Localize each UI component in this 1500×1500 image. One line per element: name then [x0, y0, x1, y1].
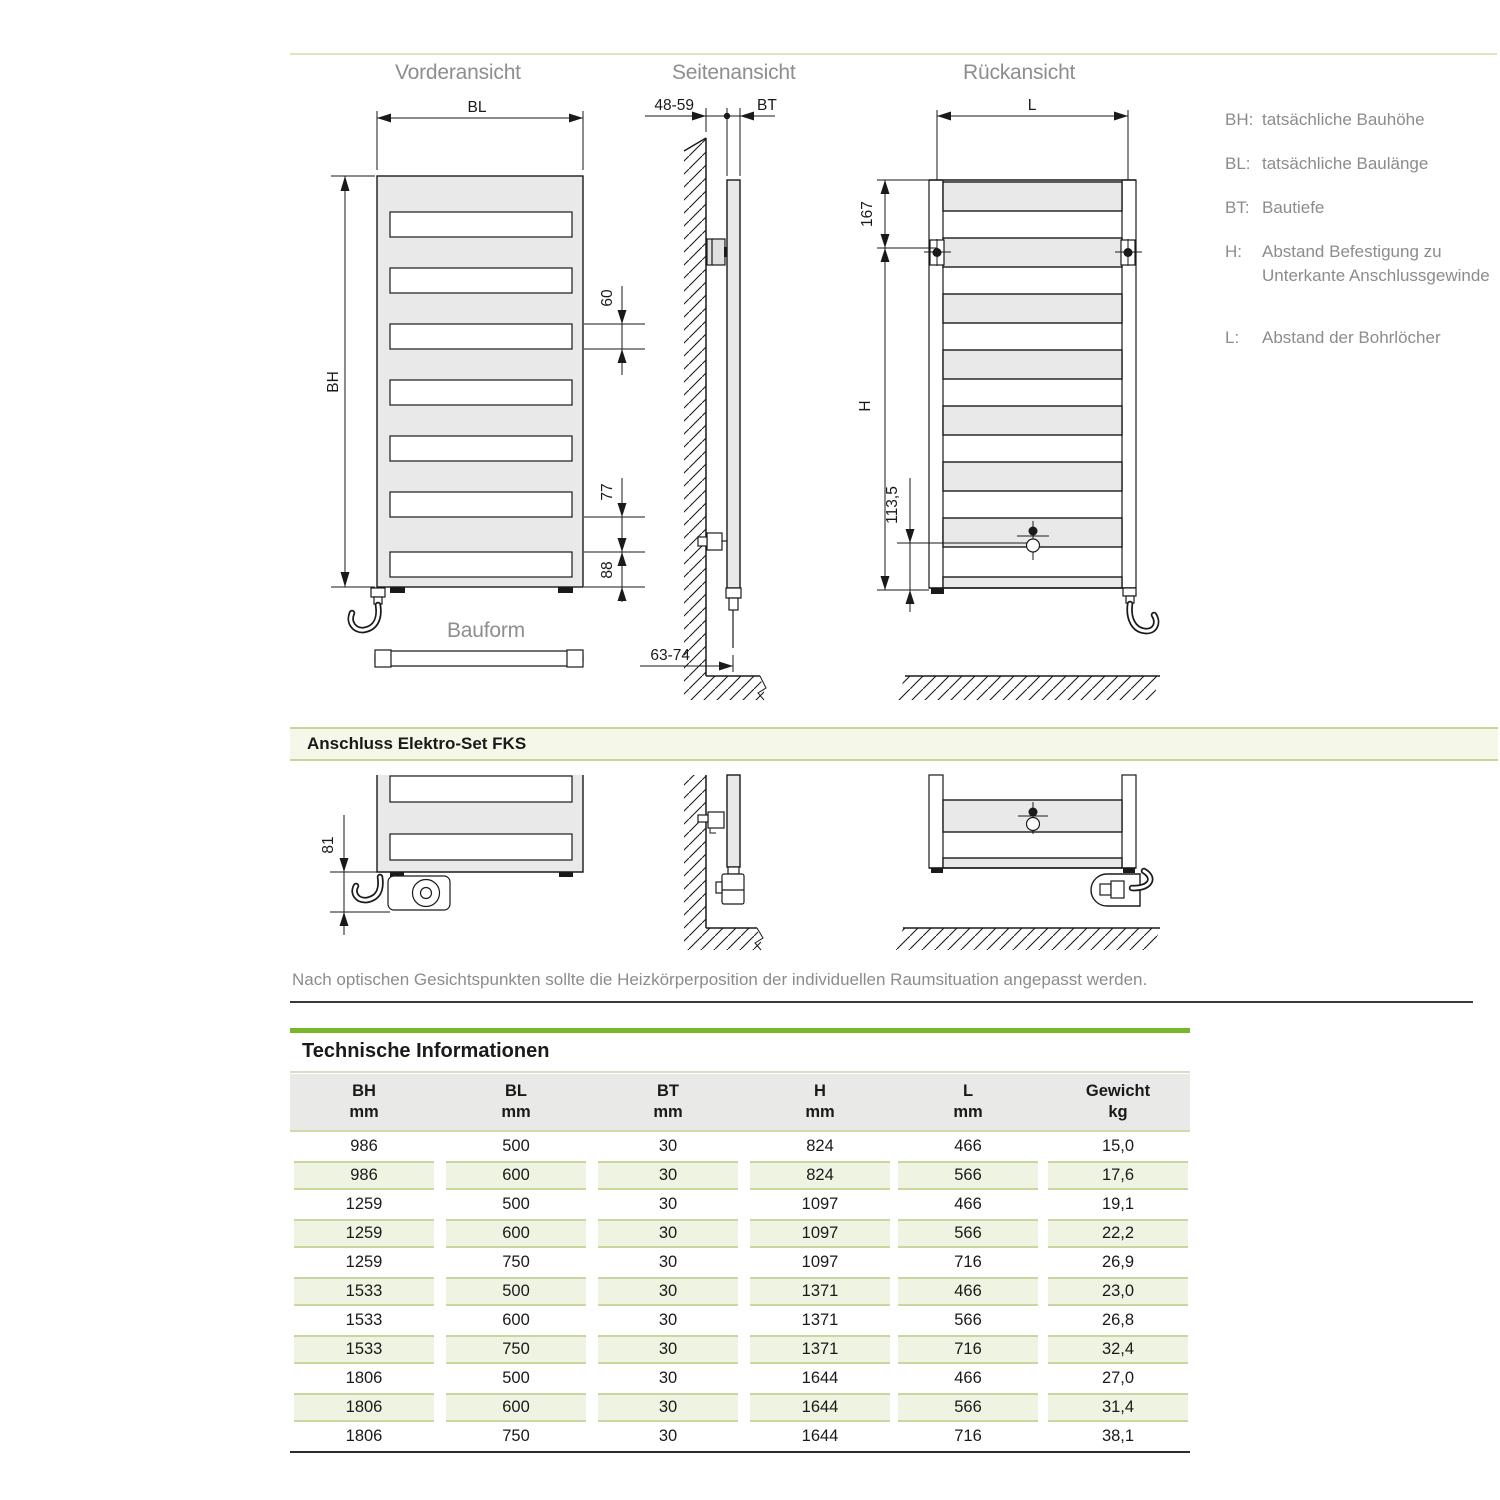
wall-distance-dimension	[645, 97, 777, 176]
side-radiator-panel	[727, 180, 740, 588]
table-cell: 500	[502, 1137, 530, 1155]
table-cell: 1533	[294, 1277, 434, 1306]
table-cell: 26,8	[1101, 1311, 1135, 1329]
table-cell: 566	[954, 1311, 982, 1329]
section-divider-line	[290, 1001, 1473, 1003]
side-heating-element	[726, 588, 741, 672]
rear-floor	[897, 676, 1160, 700]
table-row	[290, 1161, 1190, 1190]
front-view-drawing	[325, 99, 645, 667]
dim-label-bh: BH	[325, 371, 342, 393]
position-note: Nach optischen Gesichtspunkten sollte die Heizkörperposition der individuellen Raumsituation angepasst werden.	[292, 970, 1148, 989]
l-dimension	[937, 97, 1128, 240]
side-wall-bracket	[707, 239, 727, 265]
table-cell: 1097	[801, 1195, 839, 1213]
table-cell: 17,6	[1048, 1161, 1188, 1190]
dim-label-77: 77	[599, 483, 616, 501]
table-body	[290, 1132, 1190, 1451]
anschluss-front-foot-right	[559, 872, 573, 877]
bl-dimension	[377, 99, 583, 170]
anschluss-rear-drawing	[896, 775, 1160, 950]
table-cell: 30	[658, 1369, 678, 1387]
table-row	[290, 1422, 1190, 1451]
col-header-bl: BL mm	[501, 1082, 531, 1121]
table-cell: 1533	[345, 1311, 383, 1329]
table-cell: 1371	[750, 1277, 890, 1306]
table-cell: 30	[598, 1161, 738, 1190]
dim-label-113-5: 113,5	[884, 486, 901, 524]
table-row	[290, 1306, 1190, 1335]
table-cell: 1259	[294, 1219, 434, 1248]
dim-167	[859, 180, 937, 248]
legend-desc: Abstand der Bohrlöcher	[1262, 328, 1441, 347]
table-cell: 566	[898, 1219, 1038, 1248]
table-cell: 30	[598, 1277, 738, 1306]
table-title-underline	[290, 1071, 1190, 1073]
table-cell: 1644	[801, 1369, 839, 1387]
legend-key: BH:	[1225, 110, 1254, 129]
table-cell: 30	[598, 1393, 738, 1422]
table-cell: 466	[954, 1369, 982, 1387]
table-cell: 466	[898, 1277, 1038, 1306]
anschluss-wall-hatch	[684, 775, 706, 928]
table-row	[290, 1248, 1190, 1277]
table-cell: 30	[598, 1335, 738, 1364]
front-cable-hook	[351, 588, 385, 630]
table-cell: 600	[446, 1219, 586, 1248]
front-foot-left	[390, 587, 405, 593]
table-row	[290, 1277, 1190, 1306]
table-cell: 600	[446, 1161, 586, 1190]
anschluss-front-drawing	[320, 775, 583, 935]
table-cell: 1806	[345, 1369, 383, 1387]
table-cell: 500	[446, 1277, 586, 1306]
col-header-bh: BH mm	[349, 1082, 379, 1121]
table-cell: 824	[806, 1137, 834, 1155]
table-cell: 824	[750, 1161, 890, 1190]
table-cell: 500	[502, 1369, 530, 1387]
dim-label-88: 88	[599, 561, 616, 579]
table-cell: 466	[954, 1195, 982, 1213]
table-cell: 30	[658, 1195, 678, 1213]
side-floor	[684, 676, 766, 700]
table-cell: 750	[502, 1427, 530, 1445]
table-cell: 500	[502, 1195, 530, 1213]
table-row	[290, 1132, 1190, 1161]
rear-cable-hook	[1123, 588, 1156, 631]
legend-key: H:	[1225, 242, 1242, 261]
table-cell: 15,0	[1101, 1137, 1135, 1155]
legend-key: BT:	[1225, 198, 1250, 217]
table-cell: 30	[658, 1427, 678, 1445]
table-cell: 30	[658, 1311, 678, 1329]
front-foot-right	[558, 587, 573, 593]
table-cell: 22,2	[1048, 1219, 1188, 1248]
dim-label-48-59: 48-59	[654, 97, 694, 114]
dim-label-l: L	[1027, 97, 1037, 114]
table-cell: 986	[294, 1161, 434, 1190]
table-title: Technische Informationen	[302, 1040, 550, 1062]
dim-h	[857, 248, 929, 590]
table-cell: 716	[954, 1427, 982, 1445]
table-cell: 1644	[801, 1427, 839, 1445]
col-header-h: H mm	[805, 1082, 835, 1121]
table-cell: 1644	[750, 1393, 890, 1422]
bauform-label: Bauform	[447, 619, 525, 642]
side-view-title: Seitenansicht	[672, 61, 796, 84]
legend-desc: tatsächliche Baulänge	[1262, 154, 1429, 173]
dim-label-h: H	[857, 400, 874, 412]
table-cell: 38,1	[1101, 1427, 1135, 1445]
table-cell: 750	[446, 1335, 586, 1364]
dim-label-60: 60	[599, 289, 616, 307]
table-cell: 566	[898, 1393, 1038, 1422]
bh-dimension	[325, 176, 375, 587]
legend-desc: tatsächliche Bauhöhe	[1262, 110, 1425, 129]
table-cell: 600	[502, 1311, 530, 1329]
table-cell: 566	[898, 1161, 1038, 1190]
table-cell: 1533	[294, 1335, 434, 1364]
col-header-bt: BT mm	[653, 1082, 683, 1121]
dim-60	[584, 286, 645, 375]
table-cell: 1371	[801, 1311, 839, 1329]
wall-hatch	[684, 138, 706, 676]
table-cell: 1806	[294, 1393, 434, 1422]
table-cell: 30	[598, 1219, 738, 1248]
col-header-l: L mm	[953, 1082, 983, 1121]
table-accent-line	[290, 1028, 1190, 1033]
bauform-bar	[375, 650, 583, 667]
technical-info-table	[290, 1028, 1190, 1460]
fks-unit-front	[355, 876, 450, 910]
fks-unit-side	[716, 867, 744, 904]
dim-label-bt: BT	[757, 97, 777, 114]
table-cell: 1097	[750, 1219, 890, 1248]
table-cell: 600	[446, 1393, 586, 1422]
dim-77-88	[584, 478, 645, 602]
table-cell: 1259	[345, 1253, 383, 1271]
fks-unit-rear	[1091, 871, 1150, 906]
rear-view-title: Rückansicht	[963, 61, 1076, 84]
anschluss-rear-foot-right	[1123, 868, 1135, 873]
anschluss-rear-foot-left	[931, 868, 943, 873]
table-cell: 750	[502, 1253, 530, 1271]
col-header-gewicht: Gewicht kg	[1085, 1082, 1151, 1121]
table-cell: 1259	[345, 1195, 383, 1213]
table-cell: 716	[954, 1253, 982, 1271]
anschluss-section-title: Anschluss Elektro-Set FKS	[307, 734, 527, 753]
table-cell: 716	[898, 1335, 1038, 1364]
table-row	[290, 1393, 1190, 1422]
table-cell: 26,9	[1101, 1253, 1135, 1271]
table-cell: 31,4	[1048, 1393, 1188, 1422]
rear-view-drawing	[857, 97, 1160, 700]
table-cell: 466	[954, 1137, 982, 1155]
legend-key: BL:	[1225, 154, 1251, 173]
table-cell: 30	[658, 1253, 678, 1271]
table-cell: 1806	[345, 1427, 383, 1445]
table-cell: 1097	[801, 1253, 839, 1271]
rear-foot-left	[931, 588, 944, 594]
table-cell: 30	[658, 1137, 678, 1155]
legend-desc: Bautiefe	[1262, 198, 1325, 217]
dim-label-63-74: 63-74	[650, 647, 690, 664]
anschluss-side-panel	[727, 775, 740, 867]
table-row	[290, 1335, 1190, 1364]
legend-desc: Abstand Befestigung zu Unterkante Anschlussgewinde	[1262, 242, 1490, 285]
dim-label-167: 167	[859, 201, 876, 227]
table-header-row	[290, 1074, 1190, 1130]
table-row	[290, 1190, 1190, 1219]
table-row	[290, 1364, 1190, 1393]
table-cell: 27,0	[1101, 1369, 1135, 1387]
anschluss-side-floor	[684, 928, 763, 950]
dim-label-bl: BL	[467, 99, 487, 116]
table-cell: 23,0	[1048, 1277, 1188, 1306]
table-cell: 32,4	[1048, 1335, 1188, 1364]
side-view-drawing	[640, 97, 777, 700]
dim-label-81: 81	[320, 836, 337, 854]
anschluss-rear-floor	[896, 928, 1160, 950]
front-view-title: Vorderansicht	[395, 61, 521, 84]
table-row	[290, 1219, 1190, 1248]
table-cell: 19,1	[1101, 1195, 1135, 1213]
anschluss-side-drawing	[684, 775, 763, 950]
legend-key: L:	[1225, 328, 1240, 347]
table-bottom-line	[290, 1451, 1190, 1453]
table-cell: 1371	[750, 1335, 890, 1364]
table-cell: 986	[350, 1137, 378, 1155]
